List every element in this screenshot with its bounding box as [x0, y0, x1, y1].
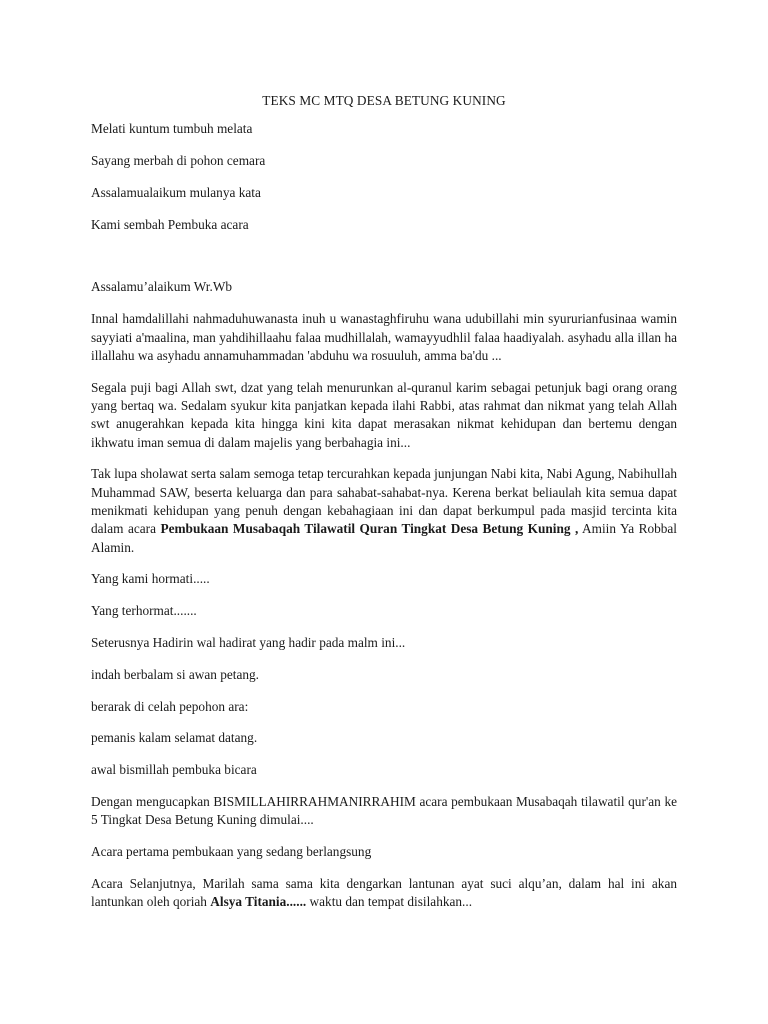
- paragraph-next-event-text: Acara Selanjutnya, Marilah sama sama kita dengarkan lantunan ayat suci alqu’an, dalam hal ini akan lantunkan oleh qoriah: [91, 875, 677, 910]
- paragraph-next-event: [91, 875, 677, 912]
- pantun-line: Sayang merbah di pohon cemara: [91, 153, 266, 169]
- paragraph-praise: Segala puji bagi Allah swt, dzat yang telah menurunkan al-quranul karim sebagai petunjuk bagi orang orang yang bertaq wa. Sedalam syukur kita panjatkan kepada ilahi Rabbi, atas rahmat dan nikmat yang telah Allah swt anugerahkan kepada kita hingga kini kita dapat merasakan nikmat kehidupan dan bertemu dengan ikhwatu iman semua di dalam majelis yang berbahagia ini...: [91, 379, 677, 450]
- greeting: Assalamu’alaikum Wr.Wb: [91, 279, 233, 295]
- qoriah-name: Alsya Titania......: [210, 894, 307, 910]
- pantun-line: pemanis kalam selamat datang.: [91, 730, 258, 746]
- pantun-line: Assalamualaikum mulanya kata: [91, 184, 261, 200]
- pantun-line: awal bismillah pembuka bicara: [91, 762, 257, 778]
- paragraph-event-opening: Dengan mengucapkan BISMILLAHIRRAHMANIRRAHIM acara pembukaan Musabaqah tilawatil qur'an ke 5 Tingkat Desa Betung Kuning dimulai....: [91, 793, 677, 828]
- pantun-line: berarak di celah pepohon ara:: [91, 698, 249, 714]
- paragraph-next-event-closing: waktu dan tempat disilahkan...: [306, 894, 473, 910]
- pantun-line: Melati kuntum tumbuh melata: [91, 121, 253, 137]
- honored-line: Yang kami hormati.....: [91, 571, 210, 587]
- paragraph-sholawat-text: Tak lupa sholawat serta salam semoga tetap tercurahkan kepada junjungan Nabi kita, Nabi Agung, Nabihullah Muhammad SAW, beserta keluarga dan para sahabat-sahabat-nya. Kerena berkat beliaulah kita semua dapat menikmati kehidupan yang penuh dengan kebahagiaan ini dan dapat berkumpul pada masjid tercinta kita dalam acara: [91, 466, 677, 537]
- respected-line: Yang terhormat.......: [91, 603, 197, 619]
- document-body: [91, 92, 677, 925]
- document-title: TEKS MC MTQ DESA BETUNG KUNING: [262, 93, 506, 108]
- spacer: [91, 247, 677, 278]
- event-name: Pembukaan Musabaqah Tilawatil Quran Tingkat Desa Betung Kuning ,: [160, 521, 579, 537]
- next-line: Seterusnya Hadirin wal hadirat yang hadir pada malm ini...: [91, 634, 406, 650]
- pantun-line: Kami sembah Pembuka acara: [91, 216, 249, 232]
- paragraph-sholawat: [91, 465, 677, 556]
- pantun-line: indah berbalam si awan petang.: [91, 666, 259, 682]
- first-event-line: Acara pertama pembukaan yang sedang berlangsung: [91, 844, 372, 860]
- paragraph-sholawat-closing: Amiin Ya Robbal Alamin.: [91, 521, 677, 555]
- paragraph-opening-prayer: Innal hamdalillahi nahmaduhuwanasta inuh u wanastaghfiruhu wana udubillahi min syururianfusinaa wamin sayyiati a'maalina, man yahdihillaahu falaa mudhillalah, wamayyudhlil falaa haadiyalah. asyhadu alla illan ha illallahu wa asyhadu annamuhammadan 'abduhu wa rosuuluh, amma ba'du ...: [91, 311, 677, 363]
